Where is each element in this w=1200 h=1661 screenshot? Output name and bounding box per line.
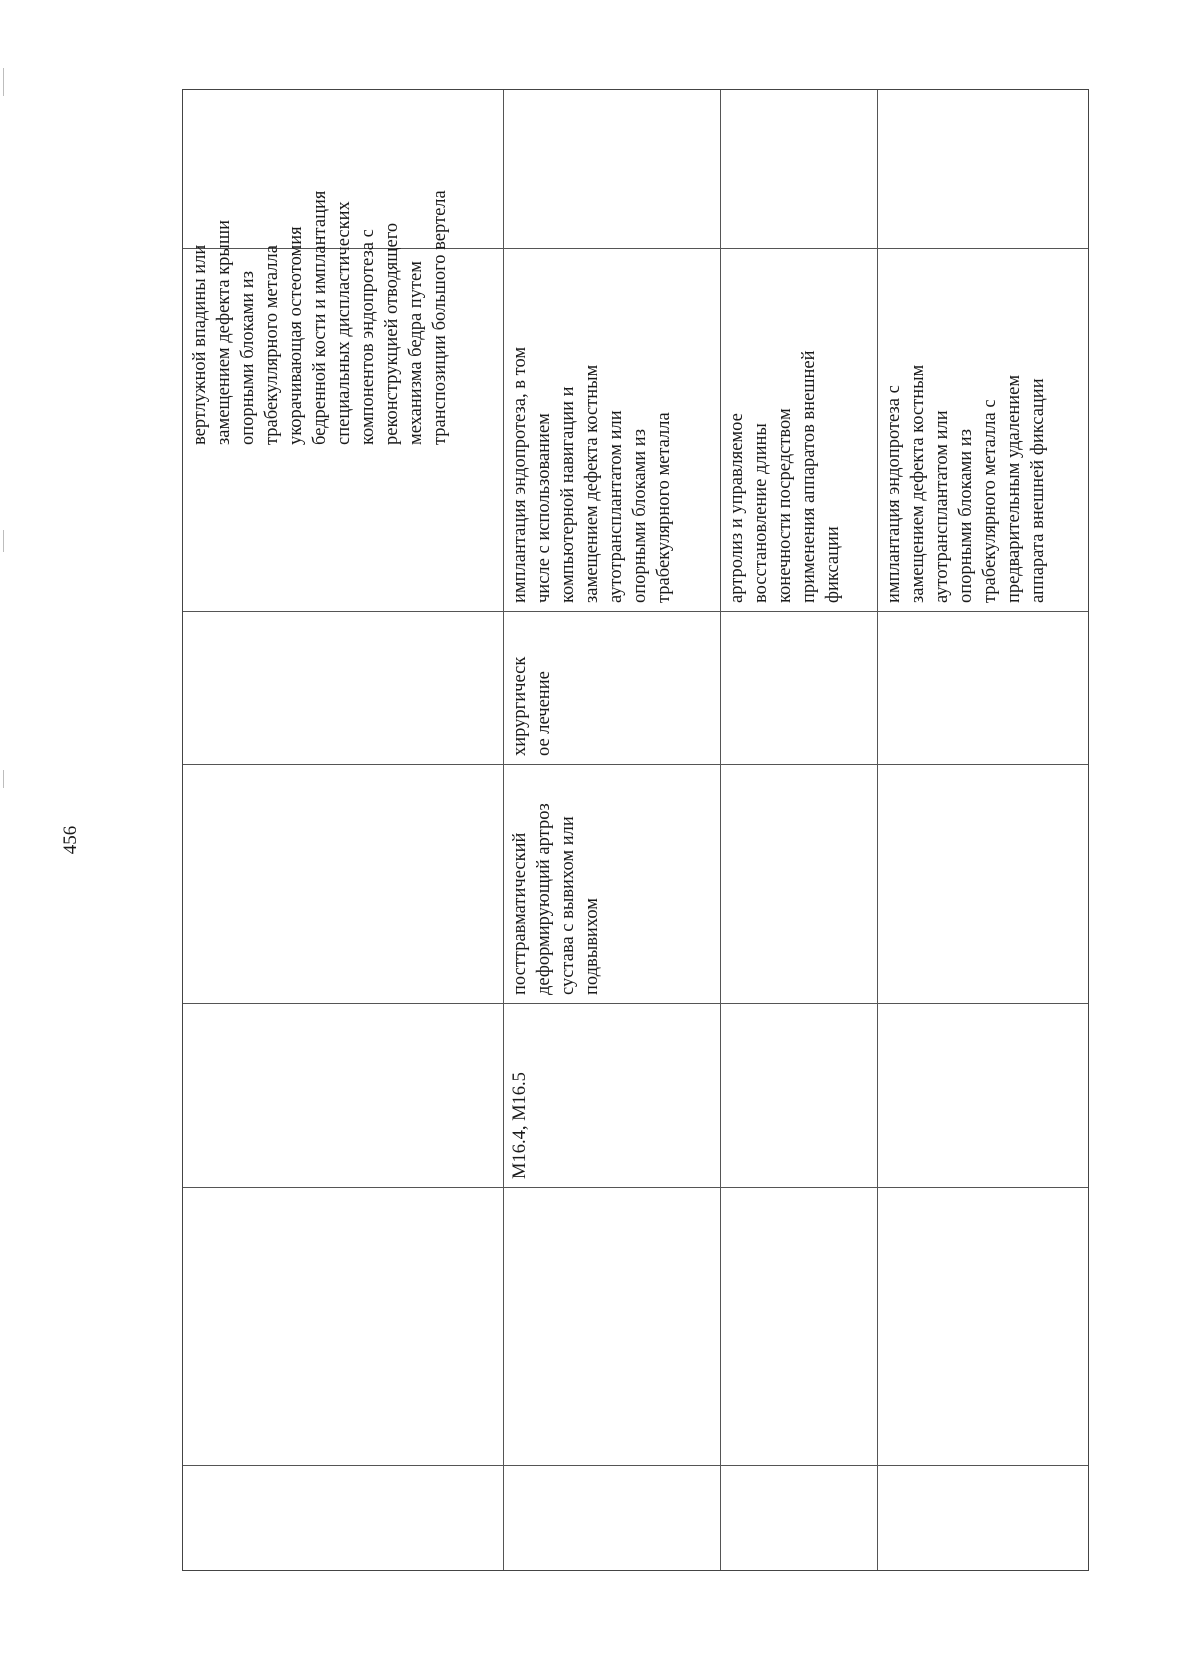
table-cell-method: имплантация эндопротеза с замещением дефекта костным аутотрансплантатом или опорными блоками из трабекулярного металла с предварительным удалением аппарата внешней фиксации (884, 364, 1048, 603)
table (182, 89, 1089, 1571)
table-cell-method: вертлужной впадины или замещением дефекта крыши опорными блоками из трабекуллярного металла укорачивающая остеотомия бедренной кости и имплантация специальных диспластических компонентов эндопротеза с реконструкцией отводящего механизма бедра путем транспозиции большого вертела (190, 190, 450, 445)
table-cell-diagnosis: посттравматический деформирующий артроз сустава с вывихом или подвывихом (510, 803, 602, 995)
table-cell-code: M16.4, M16.5 (510, 1072, 530, 1179)
scan-edge-mark (3, 68, 4, 96)
table-cell-method: имплантация эндопротеза, в том числе с использованием компьютерной навигации и замещением дефекта костным аутотрансплантатом или опорными блоками из трабекулярного металла (510, 346, 674, 603)
scan-edge-mark (3, 770, 4, 788)
page-number: 456 (60, 825, 81, 855)
table-cell-treatment-type: хирургическ ое лечение (510, 656, 554, 756)
column-separator (183, 1187, 1088, 1188)
table-cell-method: артролиз и управляемое восстановление длины конечности посредством применения аппаратов внешней фиксации (727, 350, 843, 603)
column-separator (183, 1465, 1088, 1466)
scan-edge-mark (3, 530, 4, 552)
